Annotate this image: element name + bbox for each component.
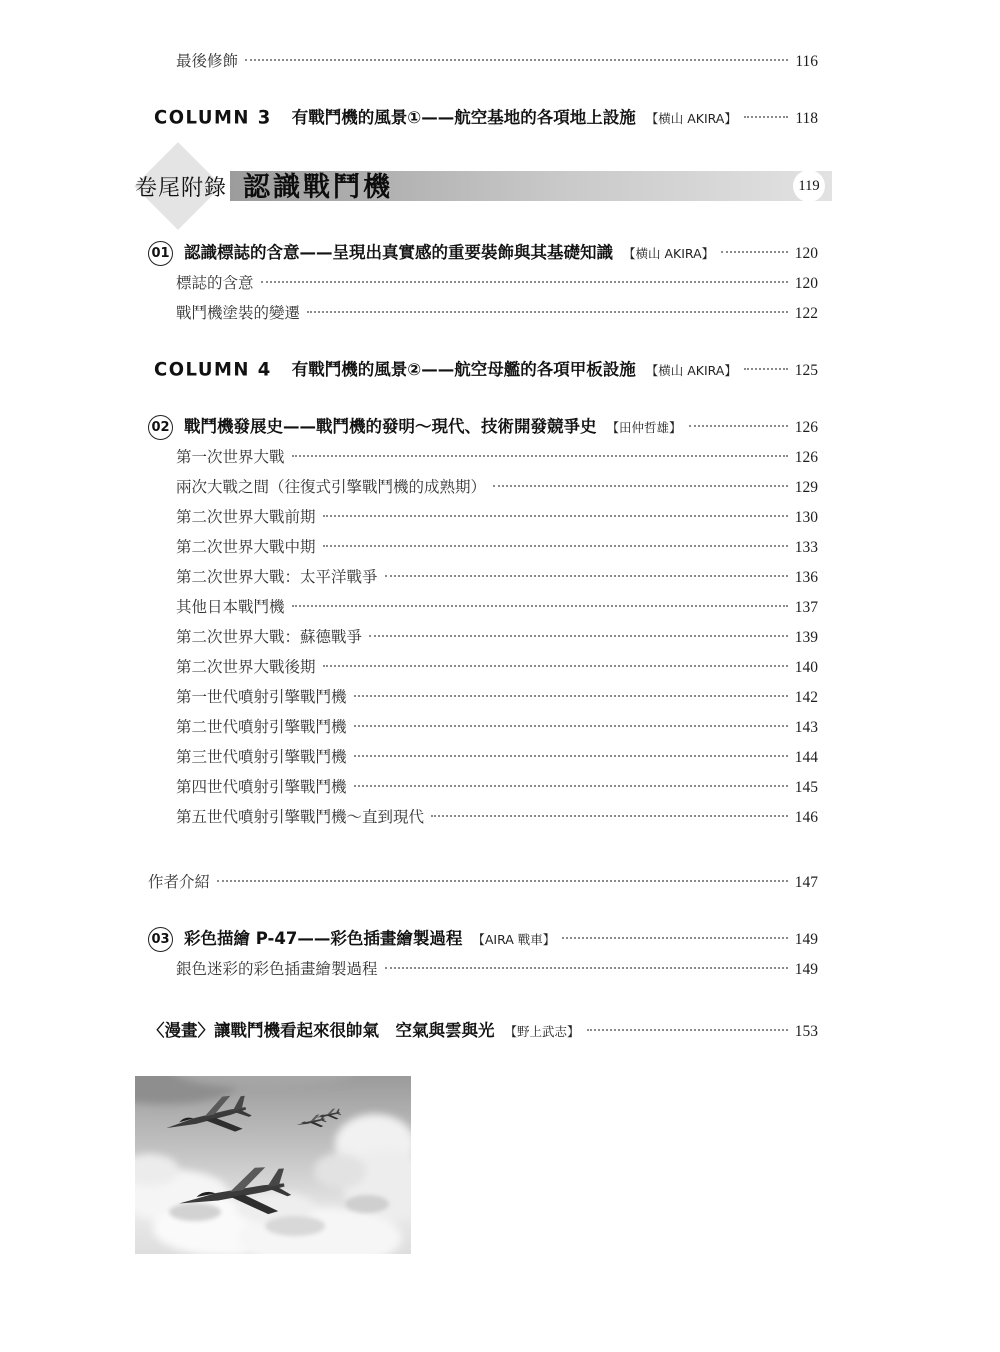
dot-leader xyxy=(493,485,788,487)
entry-page-number: 133 xyxy=(794,539,818,556)
entry-page-number: 140 xyxy=(794,659,818,676)
toc-comic-entry xyxy=(148,1016,818,1046)
toc-sub-entry xyxy=(148,443,818,472)
entry-title: 有戰鬥機的風景②——航空母艦的各項甲板設施 xyxy=(291,360,636,379)
entry-page-number: 149 xyxy=(794,961,818,978)
entry-title: 第二次世界大戰：蘇德戰爭 xyxy=(176,628,363,646)
dot-leader xyxy=(385,967,788,969)
fighter-jets-sky-art xyxy=(135,1076,411,1254)
entry-page-number: 122 xyxy=(794,305,818,322)
fighter-jets-illustration xyxy=(135,1076,411,1254)
entry-author: 【横山 AKIRA】 xyxy=(645,111,737,126)
toc-main-entry xyxy=(148,924,818,954)
entry-author: 【横山 AKIRA】 xyxy=(623,246,715,261)
dot-leader xyxy=(354,725,788,727)
toc-main-entry xyxy=(148,412,818,442)
entry-page-number: 120 xyxy=(794,245,818,262)
toc-sub-entry xyxy=(148,803,818,832)
toc-sub-entry xyxy=(148,955,818,984)
entry-title: 第二次世界大戰後期 xyxy=(176,658,316,676)
entry-title: 作者介紹 xyxy=(148,873,211,891)
dot-leader xyxy=(323,665,788,667)
entry-number-badge: 03 xyxy=(148,927,173,952)
entry-title: 標誌的含意 xyxy=(176,274,254,292)
entry-title: 認識標誌的含意——呈現出真實感的重要裝飾與其基礎知識 xyxy=(184,243,613,262)
entry-title: 最後修飾 xyxy=(176,52,239,70)
dot-leader xyxy=(431,815,788,817)
entry-title: 兩次大戰之間（往復式引擎戰鬥機的成熟期） xyxy=(176,478,487,496)
entry-title: 其他日本戰鬥機 xyxy=(176,598,285,616)
entry-title: 第四世代噴射引擎戰鬥機 xyxy=(176,778,347,796)
dot-leader xyxy=(744,116,788,118)
dot-leader xyxy=(721,251,788,253)
entry-page-number: 139 xyxy=(794,629,818,646)
entry-page-number: 149 xyxy=(794,931,818,948)
toc-sub-entry xyxy=(148,503,818,532)
entry-page-number: 129 xyxy=(794,479,818,496)
toc-sub-entry xyxy=(148,563,818,592)
toc-sub-entry xyxy=(148,743,818,772)
dot-leader xyxy=(744,368,788,370)
entry-title: 第三世代噴射引擎戰鬥機 xyxy=(176,748,347,766)
entry-title: 彩色描繪 P-47——彩色插畫繪製過程 xyxy=(184,929,463,948)
dot-leader xyxy=(323,545,788,547)
column-label: COLUMN 3 xyxy=(154,106,272,129)
toc-sub-entry xyxy=(148,653,818,682)
entry-page-number: 153 xyxy=(794,1023,818,1040)
entry-title: 第一次世界大戰 xyxy=(176,448,285,466)
column-label: COLUMN 4 xyxy=(154,358,272,381)
entry-page-number: 125 xyxy=(794,362,818,379)
entry-number-badge: 02 xyxy=(148,415,173,440)
table-of-contents xyxy=(135,47,820,1046)
section-header xyxy=(135,161,832,211)
dot-leader xyxy=(261,281,788,283)
entry-page-number: 126 xyxy=(794,419,818,436)
dot-leader xyxy=(354,755,788,757)
dot-leader xyxy=(245,59,788,61)
entry-author: 【野上武志】 xyxy=(504,1024,580,1039)
entry-page-number: 142 xyxy=(794,689,818,706)
toc-sub-entry xyxy=(148,299,818,328)
dot-leader xyxy=(354,695,788,697)
dot-leader xyxy=(292,605,788,607)
entry-page-number: 145 xyxy=(794,779,818,796)
dot-leader xyxy=(323,515,788,517)
dot-leader xyxy=(369,635,788,637)
toc-sub-entry xyxy=(148,533,818,562)
entry-title: 第二次世界大戰前期 xyxy=(176,508,316,526)
dot-leader xyxy=(385,575,788,577)
entry-page-number: 120 xyxy=(794,275,818,292)
entry-page-number: 146 xyxy=(794,809,818,826)
entry-title: 第二世代噴射引擎戰鬥機 xyxy=(176,718,347,736)
dot-leader xyxy=(587,1029,788,1031)
entry-title: 第一世代噴射引擎戰鬥機 xyxy=(176,688,347,706)
dot-leader xyxy=(307,311,788,313)
toc-sub-entry xyxy=(148,47,818,76)
entry-title: 第二次世界大戰中期 xyxy=(176,538,316,556)
dot-leader xyxy=(292,455,788,457)
entry-page-number: 144 xyxy=(794,749,818,766)
toc-sub-entry xyxy=(148,593,818,622)
dot-leader xyxy=(354,785,788,787)
toc-sub-entry xyxy=(148,773,818,802)
section-prefix: 卷尾附錄 xyxy=(135,176,228,201)
toc-plain-entry xyxy=(148,868,818,897)
entry-title: 第二次世界大戰：太平洋戰爭 xyxy=(176,568,378,586)
entry-page-number: 136 xyxy=(794,569,818,586)
entry-author: 【田仲哲雄】 xyxy=(606,420,682,435)
dot-leader xyxy=(689,425,788,427)
entry-author: 【AIRA 戰車】 xyxy=(472,932,556,947)
entry-page-number: 130 xyxy=(794,509,818,526)
entry-title: 有戰鬥機的風景①——航空基地的各項地上設施 xyxy=(291,108,636,127)
entry-page-number: 118 xyxy=(795,110,818,127)
section-title: 認識戰鬥機 xyxy=(243,172,393,203)
toc-sub-entry xyxy=(148,713,818,742)
entry-author: 【横山 AKIRA】 xyxy=(645,363,737,378)
toc-column-entry xyxy=(148,103,818,133)
entry-title: 戰鬥機發展史——戰鬥機的發明～現代、技術開發競爭史 xyxy=(184,417,597,436)
dot-leader xyxy=(217,880,788,882)
entry-page-number: 147 xyxy=(794,874,818,891)
entry-number-badge: 01 xyxy=(148,241,173,266)
toc-sub-entry xyxy=(148,683,818,712)
toc-column-entry xyxy=(148,355,818,385)
entry-page-number: 143 xyxy=(794,719,818,736)
section-page-badge: 119 xyxy=(793,170,825,202)
toc-sub-entry xyxy=(148,473,818,502)
entry-page-number: 137 xyxy=(794,599,818,616)
entry-title: 銀色迷彩的彩色插畫繪製過程 xyxy=(176,960,378,978)
toc-main-entry xyxy=(148,238,818,268)
dot-leader xyxy=(562,937,787,939)
toc-sub-entry xyxy=(148,269,818,298)
entry-page-number: 116 xyxy=(795,53,818,70)
entry-title: 〈漫畫〉讓戰鬥機看起來很帥氣 空氣與雲與光 xyxy=(148,1021,495,1040)
entry-page-number: 126 xyxy=(794,449,818,466)
toc-sub-entry xyxy=(148,623,818,652)
entry-title: 第五世代噴射引擎戰鬥機～直到現代 xyxy=(176,808,425,826)
entry-title: 戰鬥機塗裝的變遷 xyxy=(176,304,301,322)
